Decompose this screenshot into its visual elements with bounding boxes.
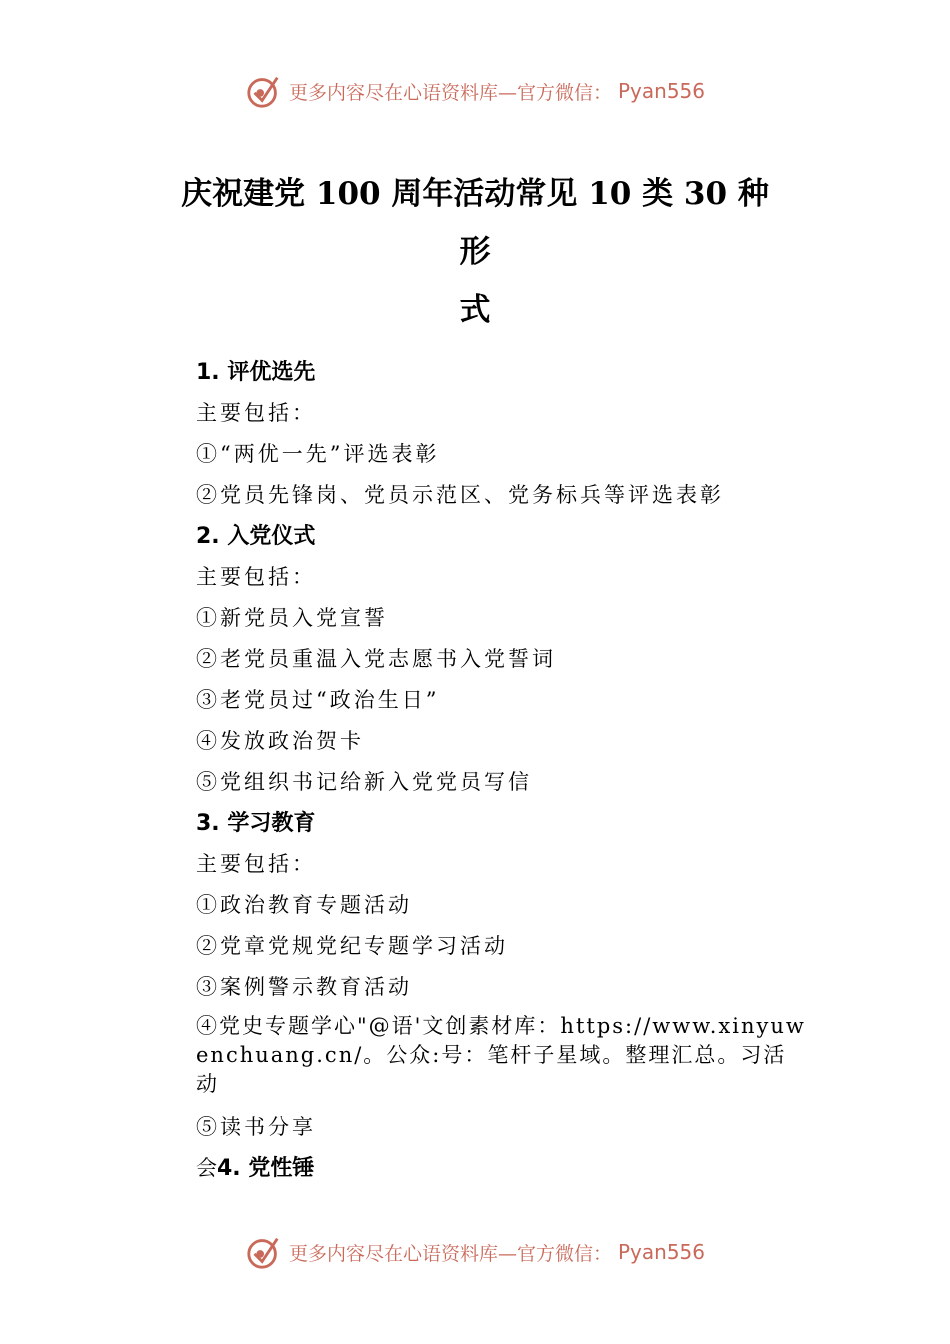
banner-wechat-id: Pyan556 (618, 1240, 706, 1264)
list-item: ⑤党组织书记给新入党党员写信 (196, 770, 532, 794)
document-title (160, 165, 790, 339)
section-heading: 2. 入党仪式 (196, 524, 316, 549)
section-heading-partial (196, 1148, 806, 1189)
logo-icon (245, 72, 283, 110)
section-intro: 主要包括： (196, 401, 316, 425)
banner-wechat-id: Pyan556 (618, 79, 706, 103)
footer-banner (0, 1233, 950, 1271)
list-item: ②党章党规党纪专题学习活动 (196, 934, 508, 958)
logo-icon (245, 1233, 283, 1271)
list-item: ②老党员重温入党志愿书入党誓词 (196, 647, 556, 671)
list-item: ②党员先锋岗、党员示范区、党务标兵等评选表彰 (196, 483, 724, 507)
banner-text: 更多内容尽在心语资料库—官方微信： (288, 1242, 612, 1265)
title-line-3: 式 (459, 292, 491, 328)
section-intro: 主要包括： (196, 852, 316, 876)
list-item: ③案例警示教育活动 (196, 975, 412, 999)
list-item: ③老党员过“政治生日” (196, 688, 440, 712)
header-banner (0, 72, 950, 110)
list-item: ①新党员入党宣誓 (196, 606, 388, 630)
stray-char: 会 (196, 1156, 217, 1180)
title-line-1: 庆祝建党 100 周年活动常见 10 类 30 种 (181, 176, 769, 212)
list-item: ⑤读书分享 (196, 1115, 316, 1139)
section-heading: 3. 学习教育 (196, 811, 316, 836)
banner-text: 更多内容尽在心语资料库—官方微信： (288, 81, 612, 104)
list-item: ①“两优一先”评选表彰 (196, 442, 440, 466)
title-line-2: 形 (459, 234, 491, 270)
list-item: ④党史专题学心"@语'文创素材库：https://www.xinyuwenchuang.cn/。公众:号：笔杆子星域。整理汇总。习活动 (196, 1014, 806, 1096)
section-heading: 4. 党性锤 (217, 1156, 315, 1181)
section-intro: 主要包括： (196, 565, 316, 589)
list-item: ①政治教育专题活动 (196, 893, 412, 917)
list-item: ④发放政治贺卡 (196, 729, 364, 753)
section-heading: 1. 评优选先 (196, 360, 316, 385)
document-body (196, 352, 806, 1189)
